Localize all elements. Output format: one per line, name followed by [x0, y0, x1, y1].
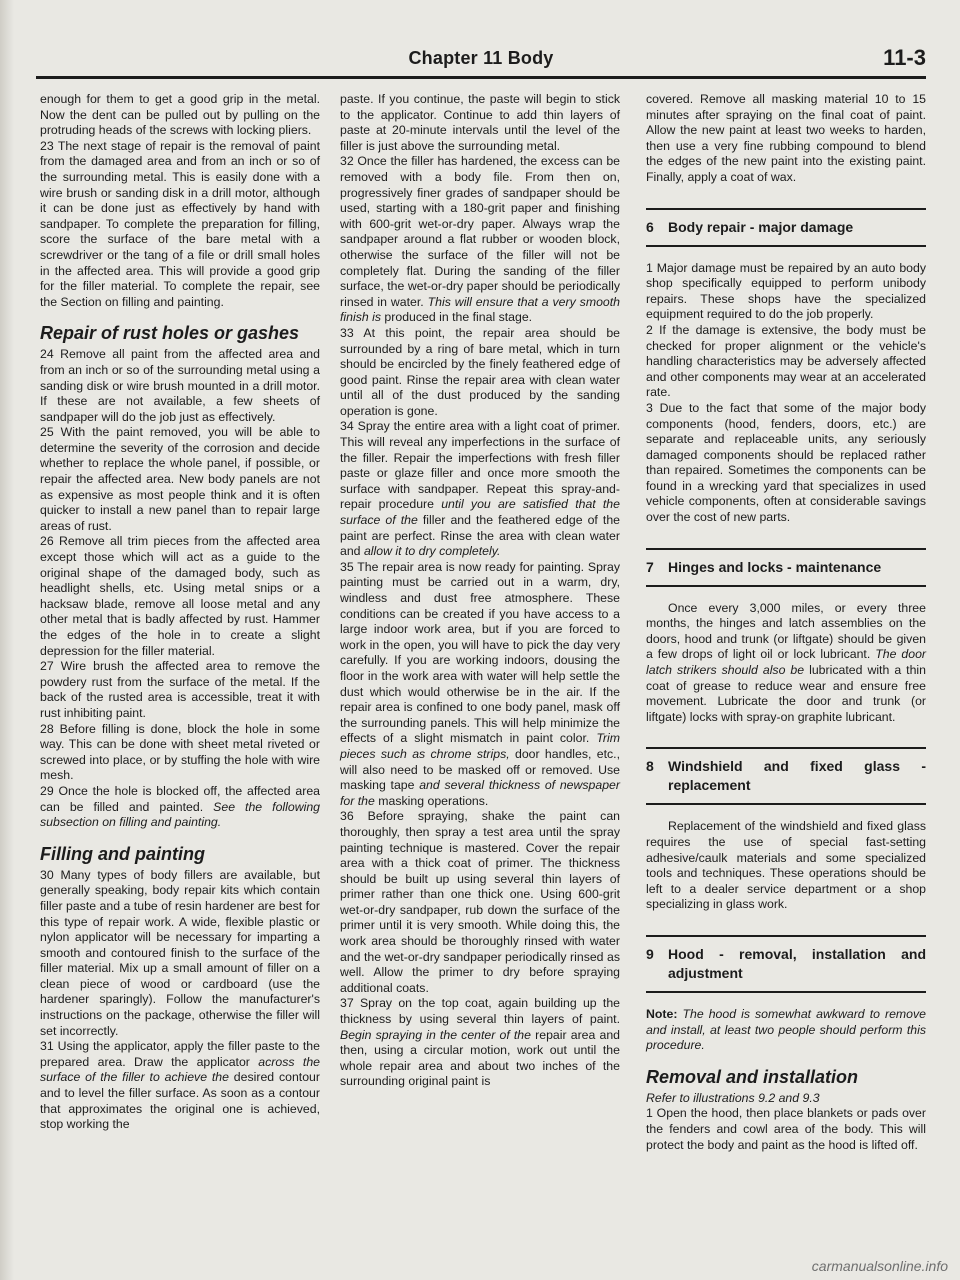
header-rule — [36, 76, 926, 79]
subheading-filling-painting: Filling and painting — [40, 843, 205, 864]
text-run: 35 The repair area is now ready for painting. Spray painting must be carried out in a warm, dry, windless and dust free atmosphere. These conditions can be created if you have access to a large indoor work area, but if you are forced to work in the open, you will have to pick the day very carefully. If you are working indoors, dousing the floor in the work area with water will help settle the dust which would otherwise be in the air. If the repair area is confined to one body panel, mask off the surrounding panels. This will help minimize the effects of a slight mismatch in paint color. — [340, 559, 620, 746]
text-run: lubricated with a thin coat of grease to reduce wear and ensure free movement. Lubricate the door and trunk (or liftgate) locks with spray-on graphite lubricant. — [646, 663, 926, 724]
section-title: Hood - removal, installation and adjustment — [668, 945, 926, 981]
section-title: Hinges and locks - maintenance — [668, 558, 882, 575]
italic-run: and several thickness of newspaper for the — [340, 778, 620, 808]
italic-run: across the surface of the filler to achieve the — [40, 1054, 320, 1085]
section-heading-9 — [646, 935, 926, 993]
section-number: 8 — [646, 758, 654, 775]
text-run: 37 Spray on the top coat, again building up the thickness by using several thin layers of paint. — [340, 996, 620, 1027]
column-2 — [340, 92, 620, 1090]
section-number: 7 — [646, 558, 654, 575]
paragraph-24: 24 Remove all paint from the affected area and from an inch or so of the surrounding metal using a sanding disk or wire brush mounted in a drill motor. If these are not available, a few sheets of sandpaper will do the job just as effectively. — [40, 347, 320, 424]
paragraph-8: Replacement of the windshield and fixed glass requires the use of special fast-setting adhesive/caulk materials and some specialized tools and techniques. These operations should be left to a dealer service department or a shop specializing in glass work. — [646, 819, 926, 912]
italic-run: See the following subsection on filling and painting. — [40, 799, 321, 830]
paragraph-30: 30 Many types of body fillers are available, but generally speaking, body repair kits which contain filler paste and a tube of resin hardener are best for this type of repair work. A wide, flexible plastic or nylon applicator will be necessary for imparting a smooth and contoured finish to the surface of the filler material. Mix up a small amount of filler on a clean piece of wood or cardboard (use the hardener sparingly). Follow the manufacturer's instructions on the package, otherwise the filler will set incorrectly. — [40, 867, 320, 1038]
paragraph-35 — [340, 560, 620, 810]
section-heading-6 — [646, 208, 926, 247]
note-text: The hood is somewhat awkward to remove and install, at least two people should perform this procedure. — [646, 1006, 926, 1053]
paragraph: paste. If you continue, the paste will begin to stick to the applicator. Continue to add thin layers of paste at 20-minute intervals until the level of the filler is just above the surrounding metal. — [340, 92, 620, 153]
chapter-title: Chapter 11 Body — [408, 48, 554, 68]
paragraph-27: 27 Wire brush the affected area to remove the powdery rust from the surface of the metal. If the back of the rusted area is accessible, treat it with rust inhibiting paint. — [40, 659, 320, 720]
paragraph-32 — [340, 154, 620, 326]
text-run: repair area and then, using a circular motion, work out until the whole repair area and about two inches of the surrounding original paint is — [340, 1027, 620, 1089]
section-number: 9 — [646, 945, 654, 962]
paragraph-7 — [646, 601, 926, 726]
illustration-reference — [646, 1091, 926, 1107]
binding-shadow — [0, 0, 14, 1280]
paragraph-23: 23 The next stage of repair is the removal of paint from the damaged area and from an inch or so of the surrounding metal. This is easily done with a wire brush or sanding disk in a drill motor, although it can be done just as effectively by hand with sandpaper. To complete the preparation for filling, score the surface of the bare metal with a screwdriver or the tang of a file or drill small holes in the affected area. This will provide a good grip for the filler material. To complete the repair, see the Section on filling and painting. — [40, 138, 320, 309]
section-number: 6 — [646, 218, 654, 235]
paragraph-28: 28 Before filling is done, block the hole in some way. This can be done with sheet metal riveted or screwed into place, or by stuffing the hole with wire mesh. — [40, 721, 320, 783]
section-title: Windshield and fixed glass - replacement — [668, 758, 926, 794]
italic-run: Trim pieces such as chrome strips, — [340, 731, 620, 761]
column-1 — [40, 92, 320, 1133]
paragraph-29 — [40, 784, 320, 831]
italic-run: Begin spraying in the center of the — [340, 1027, 531, 1042]
text-run: Once every 3,000 miles, or every three months, the hinges and latch assemblies on the doors, hood and trunk (or liftgate) should be given a few drops of light oil or lock lubricant. — [646, 600, 926, 662]
paragraph-9-1: 1 Open the hood, then place blankets or pads over the fenders and cowl area of the body. This will protect the body and paint as the hood is lifted off. — [646, 1106, 926, 1152]
section-title: Body repair - major damage — [668, 218, 854, 235]
text-run: desired contour and to level the filler surface. As soon as a contour that approximates the original one is achieved, stop working the — [40, 1070, 320, 1132]
section-heading-8 — [646, 747, 926, 805]
italic-run: The door latch strikers should also be — [646, 647, 926, 678]
paragraph-26: 26 Remove all trim pieces from the affected area except those which will act as a guide to the original shape of the damaged body, such as headlight shells, etc. Using metal snips or a hacksaw blade, remove all loose metal and any other metal that is badly affected by rust. Hammer the edges of the hole in to create a slight depression for the filler material. — [40, 534, 320, 658]
paragraph-33: 33 At this point, the repair area should be surrounded by a ring of bare metal, which in turn should be encircled by the finely feathered edge of good paint. Rinse the repair area with clean water until all of the dust produced by the sanding operation is gone. — [340, 325, 620, 418]
italic-run: allow it to dry completely. — [363, 544, 501, 559]
paragraph-6-3: 3 Due to the fact that some of the major body components (hood, fenders, doors, etc.) are separate and replaceable units, any seriously damaged components should be replaced rather than repaired. Sometimes the components can be found in a wrecking yard that specializes in used vehicle components, often at considerable savings over the cost of new parts. — [646, 400, 926, 525]
text-run: door handles, etc., will also need to be masked off or removed. Use masking tape — [340, 746, 620, 793]
paragraph-6-1: 1 Major damage must be repaired by an auto body shop specifically equipped to perform unibody repairs. These shops have the specialized equipment required to do the job properly. — [646, 260, 926, 322]
subheading-rust-holes: Repair of rust holes or gashes — [40, 323, 300, 344]
italic-run: Refer to illustrations 9.2 and 9.3 — [646, 1090, 820, 1105]
text-run: produced in the final stage. — [381, 310, 533, 325]
text-run: filler and the feathered edge of the paint are perfect. Rinse the area with clean water and — [340, 513, 620, 559]
paragraph-25: 25 With the paint removed, you will be able to determine the severity of the corrosion and decide whether to replace the whole panel, if possible, or repair the affected area. New body panels are not as expensive as most people think and it is often quicker to install a new panel than to repair large areas of rust. — [40, 425, 320, 533]
text-run: 34 Spray the entire area with a light coat of primer. This will reveal any imperfections in the surface of the filler. Repair the imperfections with fresh filler paste or glaze filler and once more smooth the surface with sandpaper. Repeat this spray-and-repair procedure — [340, 419, 620, 512]
note-label: Note: — [646, 1006, 678, 1021]
italic-run: until you are satisfied that the surface of the — [340, 497, 620, 528]
paragraph-31 — [40, 1039, 320, 1133]
paragraph: covered. Remove all masking material 10 to 15 minutes after spraying on the final coat of paint. Allow the new paint at least two weeks to harden, then use a very fine rubbing compound to blend the edges of the new paint into the existing paint. Finally, apply a coat of wax. — [646, 92, 926, 184]
column-3 — [646, 92, 926, 1153]
note — [646, 1007, 926, 1054]
paragraph-36: 36 Before spraying, shake the paint can thoroughly, then spray a test area until the spray painting technique is mastered. Cover the repair area with a thick coat of primer. The thickness should be built up using several thin layers of primer rather than one thick one. Using 600-grit wet-or-dry sandpaper, rub down the surface of the primer until it is very smooth. While doing this, the work area should be thoroughly rinsed with water and the wet-or-dry sandpaper periodically rinsed as well. Allow the primer to dry before spraying additional coats. — [340, 809, 620, 995]
subheading-removal-installation: Removal and installation — [646, 1066, 859, 1087]
text-run: 32 Once the filler has hardened, the excess can be removed with a body file. From then on, progressively finer grades of sandpaper should be used, starting with a 180-grit paper and finishing with 600-grit wet-or-dry paper. Always wrap the sandpaper around a flat rubber or wooden block, otherwise the surface of the filler will not be completely flat. During the sanding of the filler surface, the wet-or-dry paper should be periodically rinsed in water. — [340, 154, 620, 309]
page-number: 11-3 — [883, 45, 926, 70]
italic-run: This will ensure that a very smooth finish is — [340, 294, 621, 325]
text-run: 29 Once the hole is blocked off, the affected area can be filled and painted. — [40, 783, 320, 814]
section-heading-7 — [646, 548, 926, 587]
text-run: masking operations. — [374, 793, 489, 808]
page-header — [36, 44, 926, 74]
watermark: carmanualsonline.info — [811, 1258, 948, 1274]
paragraph-34 — [340, 419, 620, 559]
paragraph-6-2: 2 If the damage is extensive, the body must be checked for proper alignment or the vehicle's handling characteristics may be adversely affected and other components may wear at an accelerated rate. — [646, 322, 926, 400]
text-run: 31 Using the applicator, apply the filler paste to the prepared area. Draw the applicator — [40, 1039, 320, 1069]
paragraph: enough for them to get a good grip in the metal. Now the dent can be pulled out by pulling on the protruding heads of the screws with locking pliers. — [40, 92, 320, 138]
paragraph-37 — [340, 996, 620, 1090]
